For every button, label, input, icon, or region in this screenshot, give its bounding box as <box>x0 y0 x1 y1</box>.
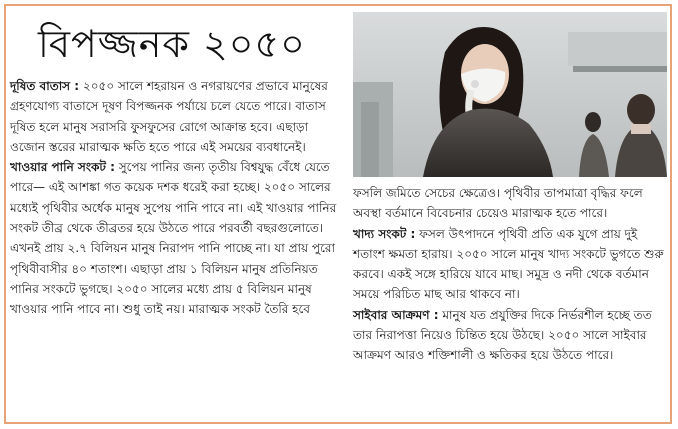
section-water-text: সুপেয় পানির জন্য তৃতীয় বিশ্বযুদ্ধ বেঁধে যেতে পারে— এই আশঙ্কা গত কয়েক দশক ধরেই করা হচ্ছে। ২০৫০ সালের মধ্যেই পৃথিবীর অর্ধেক মানুষ সুপেয় পানি পাবে না। এই খাওয়ার পানির সংকট তীব্র থেকে তীব্রতর হয়ে উঠতে পারে পরবর্তী বছরগুলোতে। এখনই প্রায় ২.৭ বিলিয়ন মানুষ নিরাপদ পানি পাচ্ছে না। যা প্রায় পুরো পৃথিবীবাসীর ৪০ শতাংশ। এছাড়া প্রায় ১ বিলিয়ন মানুষ প্রতিনিয়ত পানির সংকটে ভুগছে। ২০৫০ সালের মধ্যে প্রায় ৫ বিলিয়ন মানুষ খাওয়ার পানি পাবে না। শুধু তাই নয়। মারাত্মক সংকট তৈরি হবে <box>10 160 337 317</box>
article-photo <box>353 12 667 177</box>
section-food-text: ফসল উৎপাদনে পৃথিবী প্রতি এক যুগে প্রায় দুই শতাংশ ক্ষমতা হারায়। ২০৫০ সালে মানুষ খাদ্য সংকটে ভুগতে শুরু করবে। একই সঙ্গে হারিয়ে যাবে মাছ। সমুদ্র ও নদী থেকে বর্তমান সময়ে পরিচিত মাছ আর থাকবে না। <box>353 226 664 302</box>
section-cyber <box>353 305 665 366</box>
section-water <box>10 157 342 319</box>
section-food <box>353 224 665 305</box>
section-air-heading: দূষিত বাতাস : <box>10 79 80 93</box>
section-water-heading: খাওয়ার পানি সংকট : <box>10 160 115 175</box>
section-air <box>10 76 342 157</box>
right-column <box>353 183 665 366</box>
section-cyber-heading: সাইবার আক্রমণ : <box>353 307 439 322</box>
section-cyber-text: মানুষ যত প্রযুক্তির দিকে নির্ভরশীল হচ্ছে তত তার নিরাপত্তা নিয়েও চিন্তিত হয়ে উঠছে। ২০৫০ সালে সাইবার আক্রমণ আরও শক্তিশালী ও ক্ষতিকর হয়ে উঠতে পারে। <box>353 307 652 363</box>
article-title: বিপজ্জনক ২০৫০ <box>38 22 306 66</box>
woman-with-face-mask-photo <box>353 12 667 177</box>
section-food-heading: খাদ্য সংকট : <box>353 226 416 241</box>
section-water-continued: ফসলি জমিতে সেচের ক্ষেত্রেও। পৃথিবীর তাপমাত্রা বৃদ্ধির ফলে অবস্থা বর্তমানে বিবেচনার চেয়েও মারাত্মক হতে পারে। <box>353 186 643 221</box>
left-column <box>10 76 342 320</box>
section-air-text: ২০৫০ সালে শহরায়ন ও নগরায়ণের প্রভাবে মানুষের গ্রহণযোগ্য বাতাসে দূষণ বিপজ্জনক পর্যায়ে চলে যেতে পারে। বাতাস দূষিত হলে মানুষ সরাসরি ফুসফুসের রোগে আক্রান্ত হবে। এছাড়া ওজোন স্তরের মারাত্মক ক্ষতি হতে পারে এই সময়ের ব্যবধানেই। <box>10 79 328 154</box>
